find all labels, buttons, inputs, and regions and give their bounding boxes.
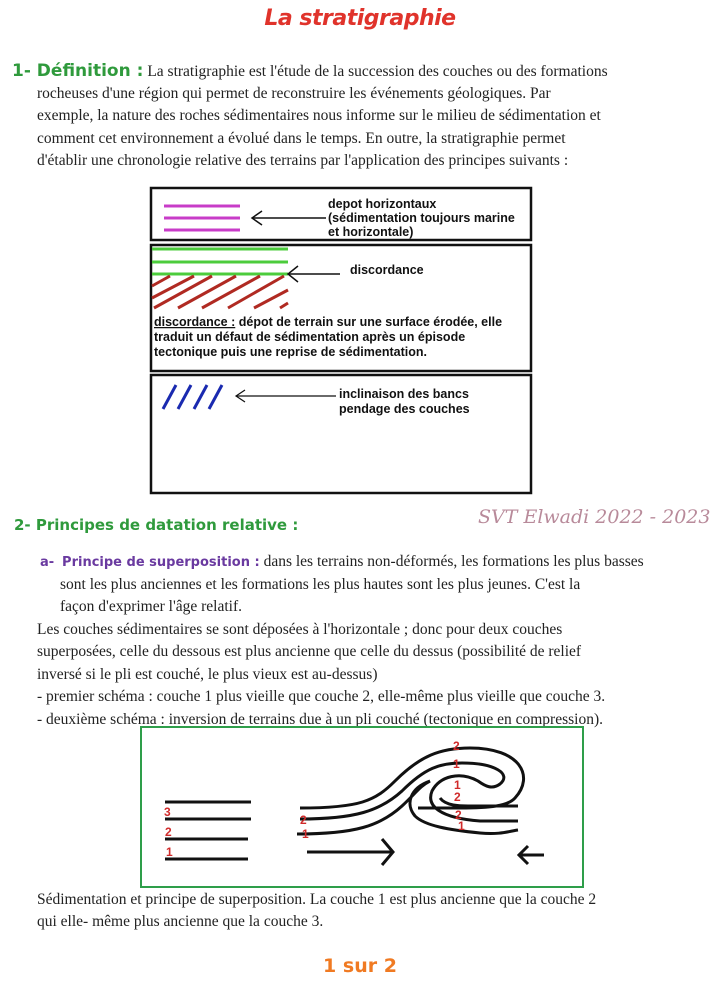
inclination-label: inclinaison des bancs — [339, 387, 469, 401]
text-line: comment cet environnement a évolué dans le temps. En outre, la stratigraphie permet — [37, 129, 566, 147]
definition-paragraph — [12, 60, 712, 83]
definition-continued — [37, 83, 717, 173]
inclined-beds — [163, 385, 222, 409]
superposition-continued — [60, 574, 720, 619]
dip-label: pendage des couches — [339, 402, 470, 416]
layer-number: 1 — [454, 778, 461, 792]
red-inclined-layers — [152, 276, 288, 308]
box1-line: depot horizontaux — [328, 197, 437, 211]
section2-heading: 2- Principes de datation relative : — [14, 516, 299, 534]
text-line: d'établir une chronologie relative des terrains par l'application des principes suivants : — [37, 152, 569, 170]
text-line: superposées, celle du dessous est plus ancienne que celle du dessus (possibilité de relief — [37, 643, 582, 661]
text-line: - premier schéma : couche 1 plus vieille que couche 2, elle-même plus vieille que couche 3. — [37, 688, 606, 706]
definition-text: La stratigraphie est l'étude de la succession des couches ou des formations — [147, 63, 608, 80]
section1-heading: 1- Définition : — [12, 61, 144, 81]
text-line: sont les plus anciennes et les formations les plus hautes sont les plus jeunes. C'est la — [60, 576, 581, 593]
caption-line: Sédimentation et principe de superposition. La couche 1 est plus ancienne que la couche 2 — [37, 891, 597, 908]
page-title: La stratigraphie — [264, 6, 456, 31]
text-line: inversé si le pli est couché, le plus vieux est au-dessus) — [37, 665, 378, 683]
diagram-caption — [37, 889, 720, 934]
text-line: façon d'exprimer l'âge relatif. — [60, 598, 243, 616]
layer-number: 2 — [455, 808, 462, 822]
horizontal-strata — [165, 802, 251, 859]
watermark-signature: SVT Elwadi 2022 - 2023 — [478, 506, 711, 528]
layer-number: 1 — [302, 827, 309, 841]
box1-line: et horizontale) — [328, 225, 414, 239]
text-line: Les couches sédimentaires se sont déposées à l'horizontale ; donc pour deux couches — [37, 621, 563, 638]
superposition-diagram — [140, 726, 585, 889]
text-line: exemple, la nature des roches sédimentaires nous informe sur le milieu de sédimentation et — [37, 107, 601, 125]
text-line: - deuxième schéma : inversion de terrains due à un pli couché (tectonique en compression). — [37, 710, 603, 728]
green-layers — [152, 249, 288, 274]
definition-line: traduit un défaut de sédimentation après un épisode — [154, 330, 466, 344]
layer-number: 1 — [453, 757, 460, 771]
discordance-definition — [154, 315, 502, 329]
arrow-icon — [288, 266, 340, 282]
layer-number: 3 — [164, 805, 171, 819]
stratigraphy-principles-diagram — [148, 186, 534, 498]
layer-number: 2 — [454, 790, 461, 804]
layer-number: 1 — [166, 845, 173, 859]
arrow-icon — [236, 390, 336, 402]
box1-line: (sédimentation toujours marine — [328, 211, 515, 225]
layer-number: 2 — [300, 813, 307, 827]
text-line: rocheuses d'une région qui permet de reconstruire les événements géologiques. Par — [37, 85, 551, 102]
recumbent-fold — [297, 748, 524, 834]
layer-number: 1 — [458, 819, 465, 833]
layer-number: 2 — [165, 825, 172, 839]
subsection-label: a- — [40, 555, 55, 570]
compression-arrow-right-icon — [307, 839, 393, 865]
horizontal-layers — [164, 206, 240, 230]
definition-term: discordance : — [154, 315, 236, 329]
page-number: 1 sur 2 — [323, 955, 397, 977]
layer-number: 2 — [453, 739, 460, 753]
superposition-explanation — [37, 619, 720, 731]
definition-line: tectonique puis une reprise de sédimentation. — [154, 345, 427, 359]
definition-line: dépot de terrain sur une surface érodée, elle — [235, 315, 503, 329]
arrow-icon — [252, 211, 326, 225]
compression-arrow-left-icon — [519, 846, 544, 864]
discordance-label: discordance — [350, 263, 424, 277]
caption-line: qui elle- même plus ancienne que la couche 3. — [37, 913, 324, 931]
text-line: dans les terrains non-déformés, les formations les plus basses — [259, 553, 644, 570]
subsection-heading: Principe de superposition : — [62, 555, 260, 570]
superposition-paragraph — [40, 551, 720, 574]
